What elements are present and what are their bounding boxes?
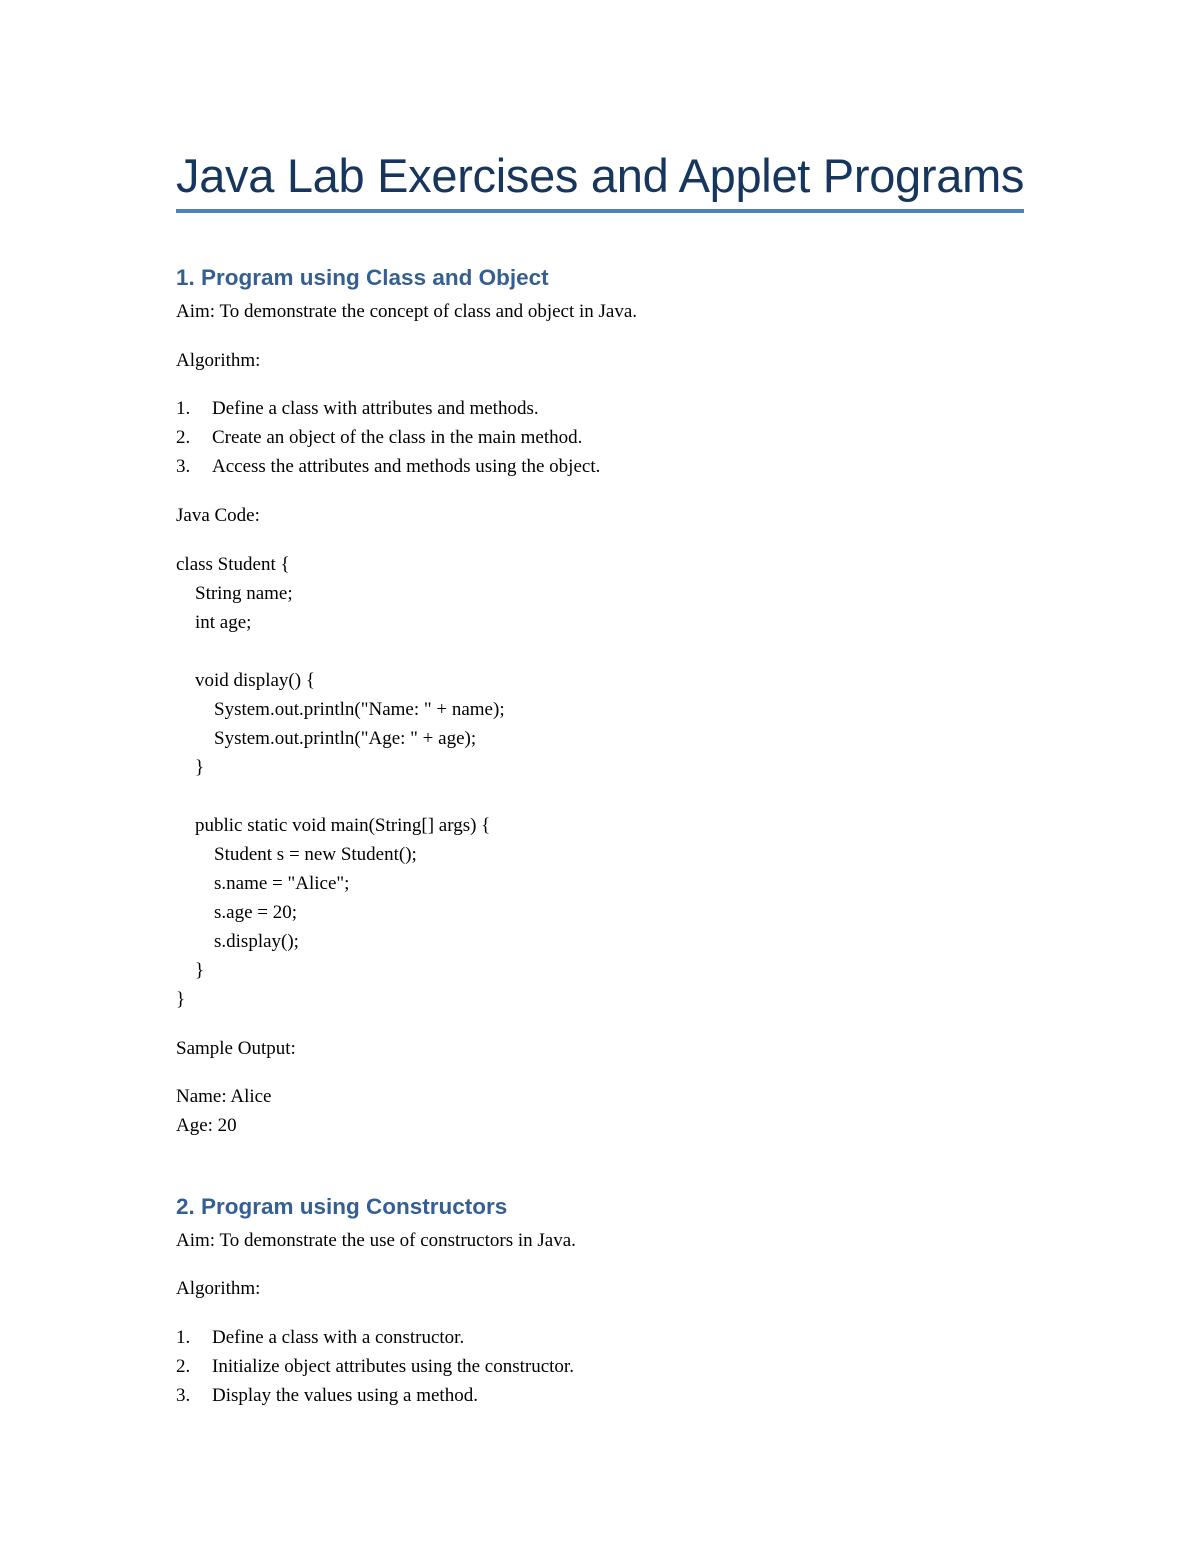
output-line: Name: Alice	[176, 1086, 272, 1107]
section-2-aim: Aim: To demonstrate the use of constructors in Java.	[176, 1230, 576, 1251]
section-1-code-label: Java Code:	[176, 505, 260, 526]
title-underline	[176, 209, 1024, 213]
section-1-step: 2. Create an object of the class in the main method.	[176, 427, 583, 448]
code-line: Student s = new Student();	[176, 844, 417, 865]
section-2-heading: 2. Program using Constructors	[176, 1194, 508, 1219]
code-line: void display() {	[176, 670, 315, 691]
code-line: String name;	[176, 583, 293, 604]
code-line: class Student {	[176, 554, 290, 575]
section-2-algorithm-label: Algorithm:	[176, 1278, 261, 1299]
section-2-step: 2. Initialize object attributes using the constructor.	[176, 1356, 574, 1377]
section-1-output-label: Sample Output:	[176, 1038, 296, 1059]
code-line: s.display();	[176, 931, 299, 952]
section-1-step: 1. Define a class with attributes and methods.	[176, 398, 539, 419]
code-line: s.name = "Alice";	[176, 873, 350, 894]
section-2-step: 3. Display the values using a method.	[176, 1385, 478, 1406]
code-line: }	[176, 757, 205, 778]
code-line: int age;	[176, 612, 252, 633]
section-1-algorithm-label: Algorithm:	[176, 350, 261, 371]
output-line: Age: 20	[176, 1115, 237, 1136]
section-1-heading: 1. Program using Class and Object	[176, 265, 549, 290]
code-line: System.out.println("Age: " + age);	[176, 728, 477, 749]
code-line: }	[176, 989, 186, 1010]
section-2-step: 1. Define a class with a constructor.	[176, 1327, 465, 1348]
code-line: public static void main(String[] args) {	[176, 815, 491, 836]
code-line: s.age = 20;	[176, 902, 298, 923]
section-1-step: 3. Access the attributes and methods using the object.	[176, 456, 601, 477]
code-line: System.out.println("Name: " + name);	[176, 699, 505, 720]
section-1-aim: Aim: To demonstrate the concept of class and object in Java.	[176, 301, 638, 322]
code-line: }	[176, 960, 205, 981]
document-title: Java Lab Exercises and Applet Programs	[176, 149, 1025, 202]
